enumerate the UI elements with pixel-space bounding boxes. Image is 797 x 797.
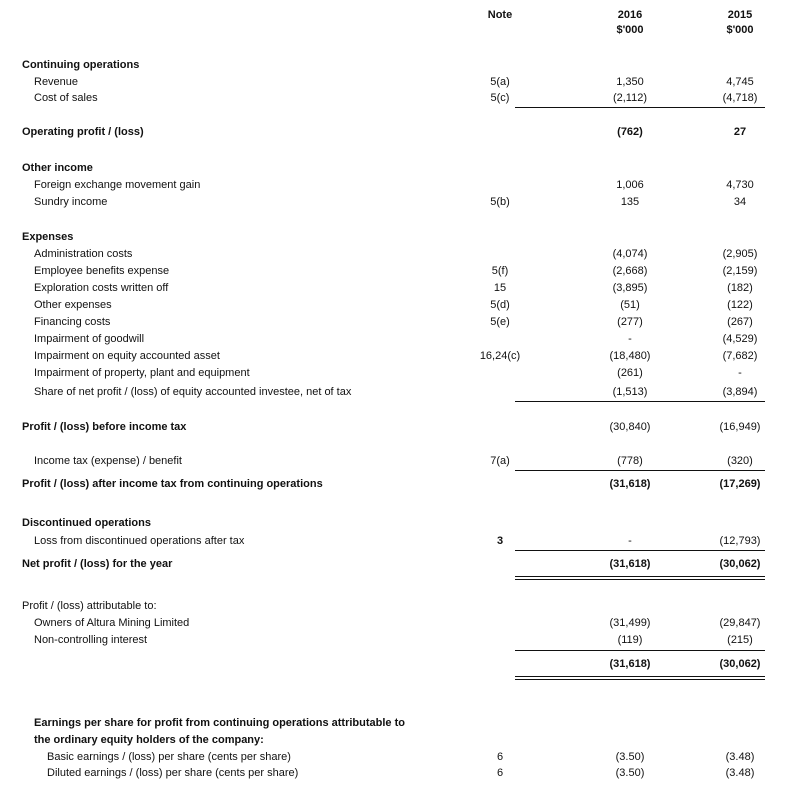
- subtotal-rule: [515, 401, 765, 402]
- eps-heading-line1: Earnings per share for profit from continuing operations attributable to: [34, 717, 405, 729]
- impairment-ppe-2016: (261): [617, 367, 643, 379]
- operating-profit-label: Operating profit / (loss): [22, 126, 144, 138]
- loss-discontinued-label: Loss from discontinued operations after tax: [34, 535, 245, 547]
- owners-2016: (31,499): [609, 617, 651, 629]
- sundry-income-2016: 135: [620, 196, 640, 208]
- cost-of-sales-2015: (4,718): [722, 92, 758, 104]
- header-year-2015: 2015: [727, 9, 753, 21]
- subtotal-rule: [515, 550, 765, 551]
- attributable-heading: Profit / (loss) attributable to:: [22, 600, 157, 612]
- net-profit-label: Net profit / (loss) for the year: [22, 558, 173, 570]
- net-profit-2015: (30,062): [719, 558, 761, 570]
- double-rule: [515, 679, 765, 680]
- impairment-ppe-label: Impairment of property, plant and equipment: [34, 367, 250, 379]
- exploration-costs-note: 15: [493, 282, 507, 294]
- header-year-2016: 2016: [617, 9, 643, 21]
- employee-benefits-note: 5(f): [491, 265, 509, 277]
- profit-after-tax-label: Profit / (loss) after income tax from continuing operations: [22, 478, 323, 490]
- loss-discontinued-2015: (12,793): [719, 535, 761, 547]
- impairment-ppe-2015: -: [738, 367, 742, 379]
- cost-of-sales-2016: (2,112): [612, 92, 648, 104]
- net-profit-2016: (31,618): [609, 558, 651, 570]
- share-net-profit-2015: (3,894): [722, 386, 758, 398]
- other-expenses-2016: (51): [620, 299, 640, 311]
- impairment-goodwill-2015: (4,529): [722, 333, 758, 345]
- nci-2015: (215): [727, 634, 753, 646]
- eps-basic-label: Basic earnings / (loss) per share (cents per share): [47, 751, 291, 763]
- profit-before-tax-2016: (30,840): [609, 421, 651, 433]
- owners-2015: (29,847): [719, 617, 761, 629]
- employee-benefits-2016: (2,668): [612, 265, 648, 277]
- header-unit-2016: $'000: [616, 24, 644, 36]
- revenue-label: Revenue: [34, 76, 79, 88]
- income-tax-2015: (320): [727, 455, 753, 467]
- impairment-goodwill-label: Impairment of goodwill: [34, 333, 145, 345]
- attributable-total-2016: (31,618): [609, 658, 651, 670]
- employee-benefits-2015: (2,159): [722, 265, 758, 277]
- double-rule: [515, 579, 765, 580]
- financing-costs-2016: (277): [617, 316, 643, 328]
- admin-costs-2016: (4,074): [612, 248, 648, 260]
- income-tax-note: 7(a): [490, 455, 510, 467]
- fx-gain-2016: 1,006: [616, 179, 644, 191]
- subtotal-rule: [515, 470, 765, 471]
- profit-before-tax-2015: (16,949): [719, 421, 761, 433]
- eps-basic-2016: (3.50): [615, 751, 645, 763]
- expenses-heading: Expenses: [22, 231, 74, 243]
- exploration-costs-2015: (182): [727, 282, 753, 294]
- header-note: Note: [487, 9, 513, 21]
- sundry-income-note: 5(b): [490, 196, 510, 208]
- share-net-profit-label: Share of net profit / (loss) of equity accounted investee, net of tax: [34, 386, 352, 398]
- impairment-equity-2015: (7,682): [722, 350, 758, 362]
- profit-after-tax-2016: (31,618): [609, 478, 651, 490]
- exploration-costs-2016: (3,895): [612, 282, 648, 294]
- impairment-equity-label: Impairment on equity accounted asset: [34, 350, 220, 362]
- financing-costs-note: 5(e): [490, 316, 510, 328]
- owners-label: Owners of Altura Mining Limited: [34, 617, 190, 629]
- operating-profit-2016: (762): [617, 126, 643, 138]
- eps-diluted-note: 6: [496, 767, 504, 779]
- attributable-total-2015: (30,062): [719, 658, 761, 670]
- employee-benefits-label: Employee benefits expense: [34, 265, 170, 277]
- profit-after-tax-2015: (17,269): [719, 478, 761, 490]
- nci-label: Non-controlling interest: [34, 634, 148, 646]
- loss-discontinued-note: 3: [496, 535, 504, 547]
- other-expenses-label: Other expenses: [34, 299, 112, 311]
- financing-costs-2015: (267): [727, 316, 753, 328]
- financing-costs-label: Financing costs: [34, 316, 111, 328]
- sundry-income-2015: 34: [733, 196, 747, 208]
- eps-diluted-2015: (3.48): [725, 767, 755, 779]
- operating-profit-2015: 27: [733, 126, 747, 138]
- other-income-heading: Other income: [22, 162, 93, 174]
- revenue-2015: 4,745: [726, 76, 754, 88]
- cost-of-sales-note: 5(c): [490, 92, 510, 104]
- eps-diluted-2016: (3.50): [615, 767, 645, 779]
- header-unit-2015: $'000: [726, 24, 754, 36]
- revenue-2016: 1,350: [616, 76, 644, 88]
- eps-heading-line2: the ordinary equity holders of the company:: [34, 734, 264, 746]
- exploration-costs-label: Exploration costs written off: [34, 282, 169, 294]
- admin-costs-label: Administration costs: [34, 248, 133, 260]
- income-tax-2016: (778): [617, 455, 643, 467]
- impairment-equity-note: 16,24(c): [479, 350, 521, 362]
- eps-diluted-label: Diluted earnings / (loss) per share (cents per share): [47, 767, 299, 779]
- nci-2016: (119): [617, 634, 643, 646]
- continuing-operations-heading: Continuing operations: [22, 59, 140, 71]
- sundry-income-label: Sundry income: [34, 196, 108, 208]
- eps-basic-note: 6: [496, 751, 504, 763]
- impairment-goodwill-2016: -: [628, 333, 632, 345]
- cost-of-sales-label: Cost of sales: [34, 92, 98, 104]
- other-expenses-2015: (122): [727, 299, 753, 311]
- impairment-equity-2016: (18,480): [609, 350, 651, 362]
- eps-basic-2015: (3.48): [725, 751, 755, 763]
- admin-costs-2015: (2,905): [722, 248, 758, 260]
- subtotal-rule: [515, 107, 765, 108]
- discontinued-heading: Discontinued operations: [22, 517, 151, 529]
- loss-discontinued-2016: -: [628, 535, 632, 547]
- profit-before-tax-label: Profit / (loss) before income tax: [22, 421, 187, 433]
- fx-gain-2015: 4,730: [726, 179, 754, 191]
- double-rule: [515, 676, 765, 677]
- revenue-note: 5(a): [490, 76, 510, 88]
- subtotal-rule: [515, 650, 765, 651]
- fx-gain-label: Foreign exchange movement gain: [34, 179, 201, 191]
- income-tax-label: Income tax (expense) / benefit: [34, 455, 182, 467]
- share-net-profit-2016: (1,513): [612, 386, 648, 398]
- double-rule: [515, 576, 765, 577]
- other-expenses-note: 5(d): [490, 299, 510, 311]
